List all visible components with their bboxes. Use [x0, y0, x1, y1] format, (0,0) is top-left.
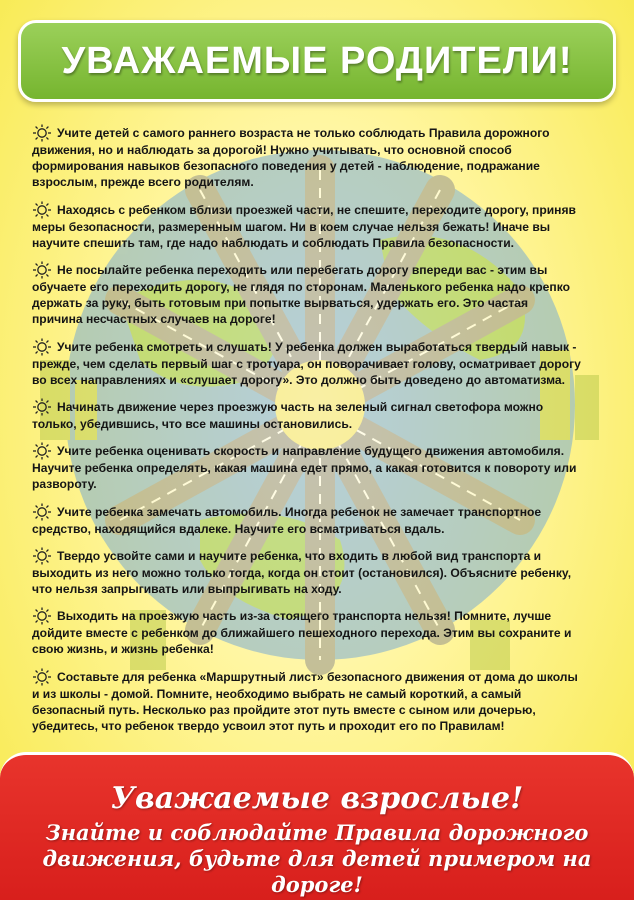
tip-text: Учите ребенка замечать автомобиль. Иногда ребенок не замечает транспортное средство, находящийся вдалеке. Научите его всматриваться вдаль. [32, 504, 542, 536]
footer-banner [0, 752, 634, 900]
footer-message: Знайте и соблюдайте Правила дорожного движения, будьте для детей примером на дороге! [42, 820, 592, 897]
tip-item [32, 398, 582, 432]
tip-text: Находясь с ребенком вблизи проезжей части, не спешите, переходите дорогу, приняв меры безопасности, размеренным шагом. Ни в коем случае нельзя бежать! Иначе вы научите спешить там, где надо наблюдать и соблюдать Правила безопасности. [32, 202, 576, 250]
sun-bullet-icon [32, 261, 54, 279]
tip-text: Твердо усвойте сами и научите ребенка, что входить в любой вид транспорта и выходить из него можно только тогда, когда он стоит (остановился). Объясните ребенку, что нельзя запрыгивать или выпрыгивать на ходу. [32, 548, 572, 597]
tip-item [32, 261, 582, 328]
tip-text: Учите ребенка смотреть и слушать! У ребенка должен выработаться твердый навык - прежде, чем сделать первый шаг с тротуара, он поворачивает голову, осматривает дорогу во всех направлениях и «слушает дорогу». Это должно быть доведено до автоматизма. [32, 339, 581, 387]
tip-text: Учите детей с самого раннего возраста не только соблюдать Правила дорожного движения, но и наблюдать за дорогой! Нужно учитывать, что основной способ формирования навыков безопасного поведения у детей - наблюдение, подражание взрослым, прежде всего родителям. [32, 126, 550, 190]
tip-text: Учите ребенка оценивать скорость и направление будущего движения автомобиля. Научите ребенка определять, какая машина едет прямо, а какая готовится к повороту или развороту. [32, 444, 577, 492]
sun-bullet-icon [32, 442, 54, 460]
sun-bullet-icon [32, 668, 54, 686]
header-banner [18, 20, 616, 102]
sun-bullet-icon [32, 398, 54, 416]
tip-item [32, 442, 582, 492]
tips-list [32, 124, 582, 734]
footer-heading: Уважаемые взрослые! [110, 781, 524, 816]
tip-item [32, 338, 582, 388]
tip-item [32, 668, 582, 735]
sun-bullet-icon [32, 503, 54, 521]
sun-bullet-icon [32, 338, 54, 356]
page-title: УВАЖАЕМЫЕ РОДИТЕЛИ! [61, 39, 573, 82]
sun-bullet-icon [32, 547, 54, 565]
tip-item [32, 124, 582, 191]
tip-item [32, 547, 582, 597]
tip-item [32, 503, 582, 537]
sun-bullet-icon [32, 201, 54, 219]
tip-text: Не посылайте ребенка переходить или перебегать дорогу впереди вас - этим вы обучаете его переходить дорогу, не глядя по сторонам. Маленького ребенка надо крепко держать за руку, быть готовым при попытке вырваться, удержать его. Это частая причина несчастных случаев на дороге! [32, 263, 570, 327]
sun-bullet-icon [32, 607, 54, 625]
tip-text: Начинать движение через проезжую часть на зеленый сигнал светофора можно только, убедившись, что все машины остановились. [32, 400, 544, 432]
tip-text: Выходить на проезжую часть из-за стоящего транспорта нельзя! Помните, лучше дойдите вместе с ребенком до ближайшего пешеходного перехода. Этим вы сохраните и свою жизнь, и жизнь ребенка! [32, 609, 572, 657]
sun-bullet-icon [32, 124, 54, 142]
tip-item [32, 607, 582, 657]
tip-item [32, 201, 582, 251]
tip-text: Составьте для ребенка «Маршрутный лист» безопасного движения от дома до школы и из школы - домой. Помните, необходимо выбрать не самый короткий, а самый безопасный путь. Несколько раз пройдите этот путь вместе с сыном или дочерью, убедитесь, что ребенок твердо усвоил этот путь и проходит его по Правилам! [32, 669, 578, 734]
